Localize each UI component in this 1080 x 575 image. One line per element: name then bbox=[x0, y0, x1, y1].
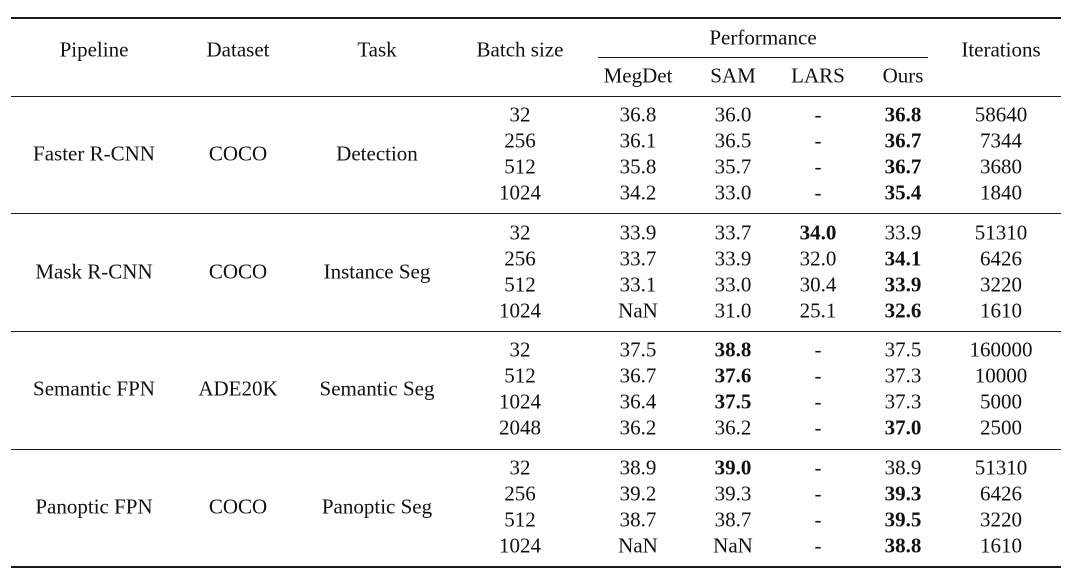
value-cell-ours: 36.7 bbox=[884, 154, 922, 179]
batch-size-cell: 1024 bbox=[499, 180, 541, 205]
value-cell-sam: 38.7 bbox=[714, 507, 752, 532]
bottom-rule bbox=[11, 566, 1061, 568]
task-cell: Instance Seg bbox=[323, 259, 431, 284]
batch-size-cell: 512 bbox=[504, 272, 536, 297]
value-cell-sam: 33.0 bbox=[714, 272, 752, 297]
group-divider bbox=[11, 213, 1061, 214]
value-cell-lars: - bbox=[814, 154, 822, 179]
value-cell-ours: 33.9 bbox=[884, 220, 922, 245]
batch-size-cell: 512 bbox=[504, 363, 536, 388]
value-cell-sam: NaN bbox=[713, 533, 753, 558]
iterations-cell: 5000 bbox=[980, 389, 1022, 414]
value-cell-lars: 30.4 bbox=[799, 272, 837, 297]
header-iterations: Iterations bbox=[961, 37, 1041, 62]
value-cell-ours: 36.7 bbox=[884, 128, 922, 153]
value-cell-megdet: 38.7 bbox=[619, 507, 657, 532]
value-cell-megdet: 35.8 bbox=[619, 154, 657, 179]
value-cell-lars: - bbox=[814, 507, 822, 532]
dataset-cell: COCO bbox=[208, 141, 268, 166]
value-cell-lars: 25.1 bbox=[799, 298, 837, 323]
value-cell-ours: 37.5 bbox=[884, 337, 922, 362]
value-cell-megdet: NaN bbox=[618, 533, 658, 558]
value-cell-megdet: 33.9 bbox=[619, 220, 657, 245]
value-cell-sam: 33.9 bbox=[714, 246, 752, 271]
pipeline-cell: Semantic FPN bbox=[33, 376, 155, 401]
batch-size-cell: 32 bbox=[509, 102, 531, 127]
value-cell-lars: - bbox=[814, 455, 822, 480]
header-batch-size: Batch size bbox=[476, 37, 564, 62]
value-cell-megdet: 33.1 bbox=[619, 272, 657, 297]
value-cell-ours: 35.4 bbox=[884, 180, 922, 205]
group-divider bbox=[11, 449, 1061, 450]
value-cell-lars: - bbox=[814, 180, 822, 205]
value-cell-megdet: 37.5 bbox=[619, 337, 657, 362]
header-bottom-rule bbox=[11, 96, 1061, 97]
value-cell-megdet: 39.2 bbox=[619, 481, 657, 506]
value-cell-megdet: NaN bbox=[618, 298, 658, 323]
iterations-cell: 160000 bbox=[969, 337, 1033, 362]
iterations-cell: 7344 bbox=[980, 128, 1022, 153]
header-task: Task bbox=[357, 37, 397, 62]
value-cell-sam: 36.2 bbox=[714, 415, 752, 440]
value-cell-lars: - bbox=[814, 128, 822, 153]
iterations-cell: 1610 bbox=[980, 533, 1022, 558]
iterations-cell: 2500 bbox=[980, 415, 1022, 440]
iterations-cell: 6426 bbox=[980, 481, 1022, 506]
dataset-cell: COCO bbox=[208, 259, 268, 284]
value-cell-lars: - bbox=[814, 102, 822, 127]
value-cell-megdet: 36.4 bbox=[619, 389, 657, 414]
value-cell-lars: - bbox=[814, 363, 822, 388]
iterations-cell: 58640 bbox=[974, 102, 1028, 127]
value-cell-lars: - bbox=[814, 533, 822, 558]
pipeline-cell: Mask R-CNN bbox=[35, 259, 153, 284]
value-cell-megdet: 36.1 bbox=[619, 128, 657, 153]
value-cell-lars: - bbox=[814, 337, 822, 362]
task-cell: Detection bbox=[336, 141, 418, 166]
value-cell-sam: 37.6 bbox=[714, 363, 752, 388]
batch-size-cell: 1024 bbox=[499, 389, 541, 414]
value-cell-ours: 36.8 bbox=[884, 102, 922, 127]
header-method-megdet: MegDet bbox=[603, 63, 673, 88]
value-cell-sam: 36.5 bbox=[714, 128, 752, 153]
iterations-cell: 10000 bbox=[974, 363, 1028, 388]
value-cell-megdet: 36.7 bbox=[619, 363, 657, 388]
group-divider bbox=[11, 331, 1061, 332]
batch-size-cell: 512 bbox=[504, 154, 536, 179]
iterations-cell: 1610 bbox=[980, 298, 1022, 323]
value-cell-sam: 38.8 bbox=[714, 337, 752, 362]
value-cell-ours: 37.3 bbox=[884, 389, 922, 414]
iterations-cell: 3220 bbox=[980, 272, 1022, 297]
batch-size-cell: 2048 bbox=[499, 415, 541, 440]
value-cell-lars: 32.0 bbox=[799, 246, 837, 271]
value-cell-lars: - bbox=[814, 415, 822, 440]
value-cell-megdet: 34.2 bbox=[619, 180, 657, 205]
iterations-cell: 3680 bbox=[980, 154, 1022, 179]
batch-size-cell: 32 bbox=[509, 220, 531, 245]
value-cell-lars: - bbox=[814, 389, 822, 414]
value-cell-sam: 35.7 bbox=[714, 154, 752, 179]
value-cell-megdet: 36.8 bbox=[619, 102, 657, 127]
value-cell-sam: 33.0 bbox=[714, 180, 752, 205]
header-method-ours: Ours bbox=[882, 63, 924, 88]
performance-underline bbox=[598, 57, 928, 58]
task-cell: Semantic Seg bbox=[319, 376, 435, 401]
value-cell-ours: 33.9 bbox=[884, 272, 922, 297]
iterations-cell: 6426 bbox=[980, 246, 1022, 271]
pipeline-cell: Panoptic FPN bbox=[35, 494, 153, 519]
top-rule bbox=[11, 17, 1061, 19]
header-performance: Performance bbox=[709, 25, 817, 50]
value-cell-ours: 39.3 bbox=[884, 481, 922, 506]
value-cell-lars: - bbox=[814, 481, 822, 506]
header-method-sam: SAM bbox=[710, 63, 756, 88]
value-cell-ours: 37.0 bbox=[884, 415, 922, 440]
pipeline-cell: Faster R-CNN bbox=[33, 141, 155, 166]
value-cell-megdet: 38.9 bbox=[619, 455, 657, 480]
value-cell-sam: 39.3 bbox=[714, 481, 752, 506]
value-cell-megdet: 33.7 bbox=[619, 246, 657, 271]
value-cell-sam: 33.7 bbox=[714, 220, 752, 245]
header-method-lars: LARS bbox=[791, 63, 845, 88]
value-cell-ours: 34.1 bbox=[884, 246, 922, 271]
value-cell-megdet: 36.2 bbox=[619, 415, 657, 440]
batch-size-cell: 512 bbox=[504, 507, 536, 532]
iterations-cell: 51310 bbox=[974, 455, 1028, 480]
iterations-cell: 51310 bbox=[974, 220, 1028, 245]
batch-size-cell: 1024 bbox=[499, 298, 541, 323]
header-pipeline: Pipeline bbox=[59, 37, 129, 62]
batch-size-cell: 32 bbox=[509, 455, 531, 480]
value-cell-sam: 31.0 bbox=[714, 298, 752, 323]
value-cell-ours: 39.5 bbox=[884, 507, 922, 532]
value-cell-lars: 34.0 bbox=[799, 220, 837, 245]
header-dataset: Dataset bbox=[206, 37, 270, 62]
value-cell-sam: 37.5 bbox=[714, 389, 752, 414]
value-cell-ours: 38.8 bbox=[884, 533, 922, 558]
value-cell-ours: 38.9 bbox=[884, 455, 922, 480]
dataset-cell: ADE20K bbox=[198, 376, 278, 401]
value-cell-sam: 39.0 bbox=[714, 455, 752, 480]
batch-size-cell: 256 bbox=[504, 128, 536, 153]
value-cell-ours: 37.3 bbox=[884, 363, 922, 388]
dataset-cell: COCO bbox=[208, 494, 268, 519]
batch-size-cell: 256 bbox=[504, 246, 536, 271]
value-cell-sam: 36.0 bbox=[714, 102, 752, 127]
iterations-cell: 1840 bbox=[980, 180, 1022, 205]
batch-size-cell: 1024 bbox=[499, 533, 541, 558]
batch-size-cell: 256 bbox=[504, 481, 536, 506]
iterations-cell: 3220 bbox=[980, 507, 1022, 532]
task-cell: Panoptic Seg bbox=[321, 494, 433, 519]
value-cell-ours: 32.6 bbox=[884, 298, 922, 323]
batch-size-cell: 32 bbox=[509, 337, 531, 362]
